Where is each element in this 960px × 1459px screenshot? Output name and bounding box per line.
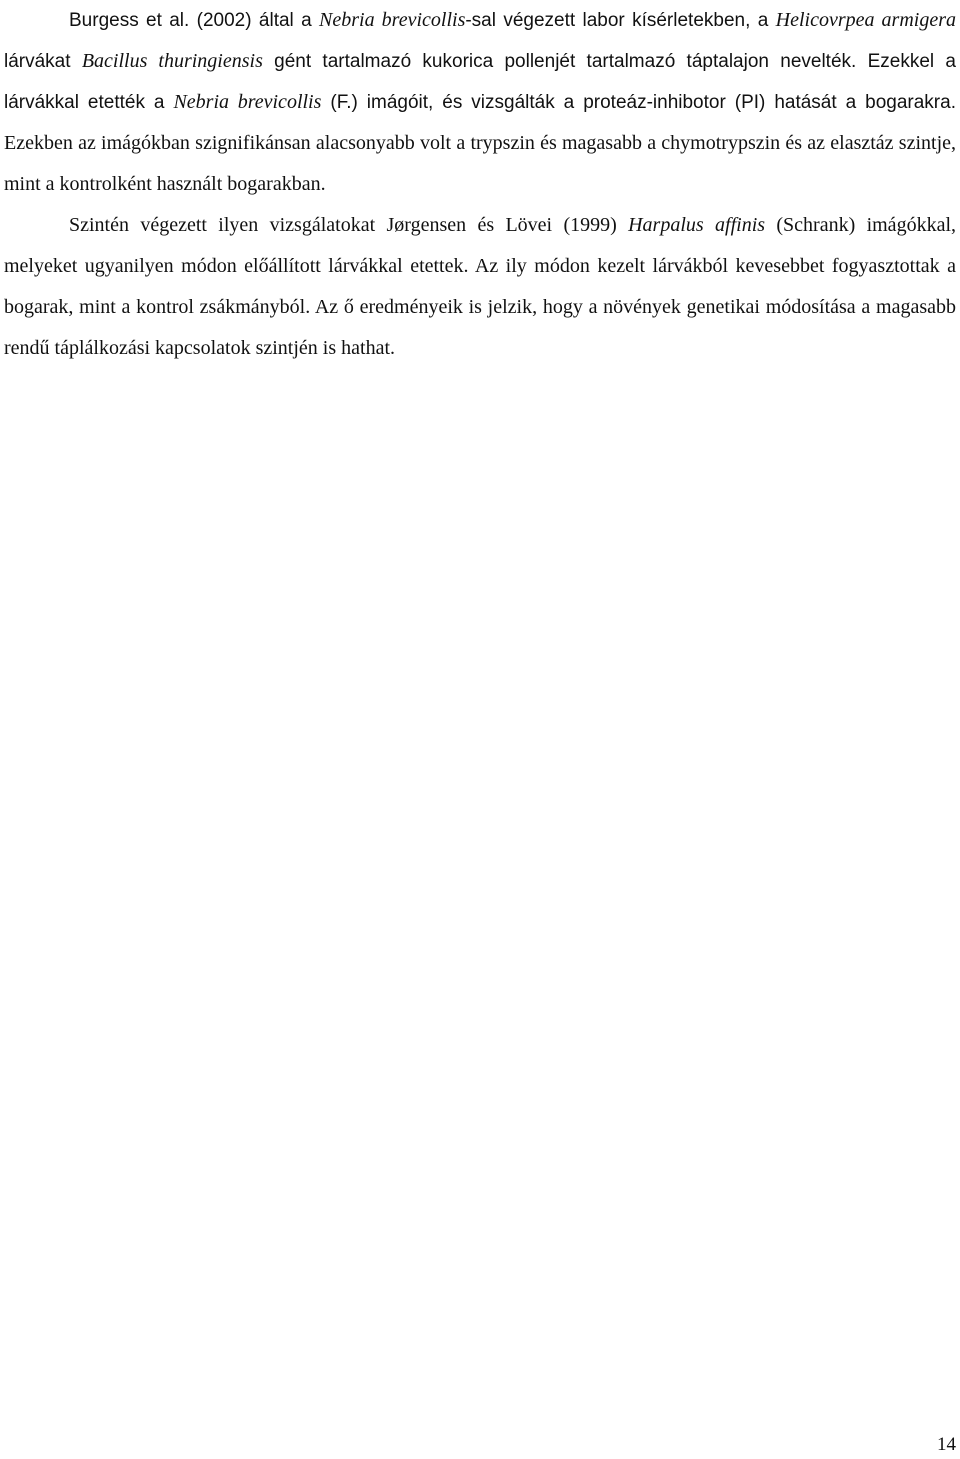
text-run: (Schrank) imágókkal, melyeket ugyanilyen módon előállított lárvákkal etettek. Az ily módon kezelt lárvákból kevesebbet fogyasztottak a bogarak, mint a kontrol zsákmányból. Az ő eredményeik is jelzik, hogy a növények genetikai módosítása a magasabb rendű táplálkozási kapcsolatok szintjén is hathat. [4, 214, 956, 359]
text-run: lárvákat [4, 51, 82, 72]
text-run: gént tartalmazó kukorica pollenjét tartalmazó táptalajon nevelték. Ezekkel a lárvákkal etették a [4, 51, 956, 113]
text-run: (F.) imágóit, és vizsgálták a proteáz-inhibotor (PI) hatását a bogarakra. [321, 92, 956, 113]
text-run: Szintén végezett ilyen vizsgálatokat Jørgensen és Lövei (1999) [69, 214, 629, 236]
species-name: Nebria brevicollis [319, 9, 466, 31]
text-run: Ezekben az imágókban szignifikánsan alacsonyabb volt a trypszin és magasabb a chymotrypszin és az elasztáz szintje, mint a kontrolként használt bogarakban. [4, 132, 956, 195]
paragraph-burgess [4, 0, 956, 205]
species-name: Harpalus affinis [628, 214, 766, 236]
text-run: Burgess et al. (2002) által a [69, 10, 320, 31]
species-name: Nebria brevicollis [173, 91, 322, 113]
species-name: Helicovrpea armigera [775, 9, 956, 31]
text-run: -sal végezett labor kísérletekben, a [465, 10, 776, 31]
body-text [4, 0, 956, 369]
page-number: 14 [937, 1434, 956, 1455]
species-name: Bacillus thuringiensis [81, 50, 263, 72]
paragraph-jorgensen [4, 205, 956, 369]
